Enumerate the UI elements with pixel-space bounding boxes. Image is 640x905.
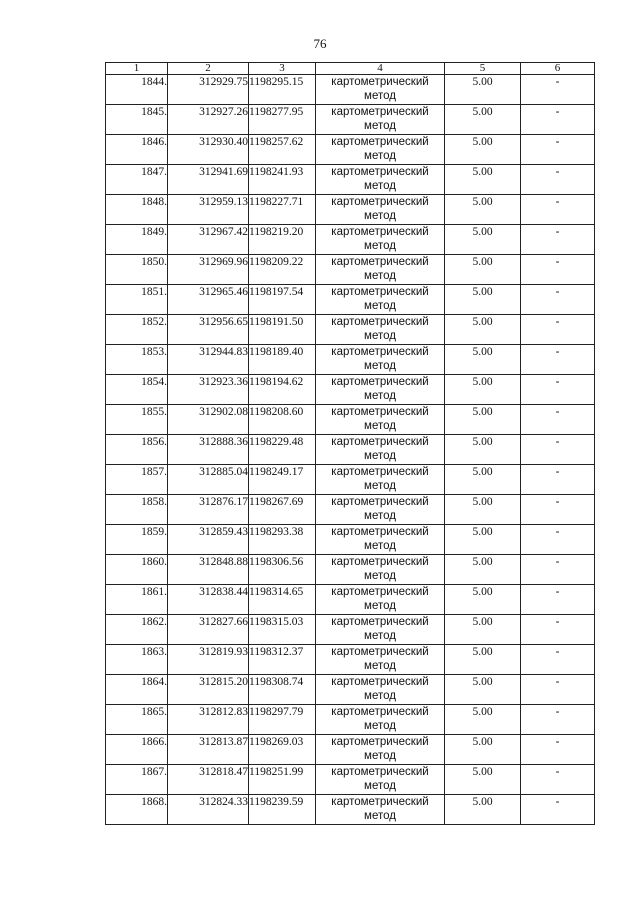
method-cell [316, 315, 445, 345]
point-number-cell: 1866. [106, 735, 168, 765]
method-cell [316, 435, 445, 465]
x-coordinate-cell: 312824.33 [168, 795, 249, 825]
note-cell: - [521, 75, 595, 105]
method-line-1: картометрический [331, 76, 429, 88]
y-coordinate-cell: 1198293.38 [249, 525, 316, 555]
point-number-cell: 1863. [106, 645, 168, 675]
accuracy-cell: 5.00 [445, 615, 521, 645]
method-line-2: метод [364, 330, 396, 342]
method-cell [316, 285, 445, 315]
table-row [106, 285, 595, 315]
method-line-1: картометрический [331, 556, 429, 568]
method-cell [316, 75, 445, 105]
method-line-2: метод [364, 120, 396, 132]
method-line-2: метод [364, 420, 396, 432]
point-number-cell: 1860. [106, 555, 168, 585]
method-cell [316, 105, 445, 135]
accuracy-cell: 5.00 [445, 345, 521, 375]
note-cell: - [521, 465, 595, 495]
y-coordinate-cell: 1198295.15 [249, 75, 316, 105]
table-row [106, 495, 595, 525]
x-coordinate-cell: 312969.96 [168, 255, 249, 285]
x-coordinate-cell: 312827.66 [168, 615, 249, 645]
table-row [106, 555, 595, 585]
method-line-1: картометрический [331, 616, 429, 628]
note-cell: - [521, 345, 595, 375]
note-cell: - [521, 795, 595, 825]
method-line-1: картометрический [331, 796, 429, 808]
y-coordinate-cell: 1198315.03 [249, 615, 316, 645]
method-line-2: метод [364, 810, 396, 822]
table-row [106, 675, 595, 705]
y-coordinate-cell: 1198306.56 [249, 555, 316, 585]
method-line-2: метод [364, 750, 396, 762]
method-line-1: картометрический [331, 676, 429, 688]
x-coordinate-cell: 312815.20 [168, 675, 249, 705]
point-number-cell: 1858. [106, 495, 168, 525]
x-coordinate-cell: 312902.08 [168, 405, 249, 435]
accuracy-cell: 5.00 [445, 435, 521, 465]
note-cell: - [521, 285, 595, 315]
y-coordinate-cell: 1198269.03 [249, 735, 316, 765]
method-cell [316, 495, 445, 525]
y-coordinate-cell: 1198257.62 [249, 135, 316, 165]
accuracy-cell: 5.00 [445, 645, 521, 675]
method-cell [316, 375, 445, 405]
note-cell: - [521, 195, 595, 225]
method-line-2: метод [364, 690, 396, 702]
x-coordinate-cell: 312813.87 [168, 735, 249, 765]
accuracy-cell: 5.00 [445, 555, 521, 585]
method-cell [316, 705, 445, 735]
note-cell: - [521, 735, 595, 765]
note-cell: - [521, 555, 595, 585]
method-line-1: картометрический [331, 436, 429, 448]
point-number-cell: 1862. [106, 615, 168, 645]
y-coordinate-cell: 1198267.69 [249, 495, 316, 525]
method-line-1: картометрический [331, 736, 429, 748]
y-coordinate-cell: 1198239.59 [249, 795, 316, 825]
method-line-2: метод [364, 270, 396, 282]
method-line-2: метод [364, 300, 396, 312]
method-cell [316, 765, 445, 795]
method-cell [316, 615, 445, 645]
x-coordinate-cell: 312838.44 [168, 585, 249, 615]
accuracy-cell: 5.00 [445, 735, 521, 765]
point-number-cell: 1857. [106, 465, 168, 495]
method-line-1: картометрический [331, 586, 429, 598]
method-line-1: картометрический [331, 376, 429, 388]
y-coordinate-cell: 1198197.54 [249, 285, 316, 315]
accuracy-cell: 5.00 [445, 585, 521, 615]
note-cell: - [521, 165, 595, 195]
method-line-1: картометрический [331, 496, 429, 508]
method-line-2: метод [364, 630, 396, 642]
accuracy-cell: 5.00 [445, 225, 521, 255]
y-coordinate-cell: 1198189.40 [249, 345, 316, 375]
x-coordinate-cell: 312885.04 [168, 465, 249, 495]
table-row [106, 255, 595, 285]
table-row [106, 315, 595, 345]
note-cell: - [521, 525, 595, 555]
note-cell: - [521, 315, 595, 345]
accuracy-cell: 5.00 [445, 375, 521, 405]
x-coordinate-cell: 312944.83 [168, 345, 249, 375]
page-number: 76 [313, 36, 327, 51]
table-row [106, 405, 595, 435]
x-coordinate-cell: 312930.40 [168, 135, 249, 165]
method-line-1: картометрический [331, 466, 429, 478]
x-coordinate-cell: 312819.93 [168, 645, 249, 675]
accuracy-cell: 5.00 [445, 315, 521, 345]
method-cell [316, 555, 445, 585]
y-coordinate-cell: 1198209.22 [249, 255, 316, 285]
y-coordinate-cell: 1198314.65 [249, 585, 316, 615]
method-cell [316, 135, 445, 165]
method-line-1: картометрический [331, 316, 429, 328]
method-cell [316, 645, 445, 675]
x-coordinate-cell: 312818.47 [168, 765, 249, 795]
note-cell: - [521, 135, 595, 165]
y-coordinate-cell: 1198249.17 [249, 465, 316, 495]
y-coordinate-cell: 1198251.99 [249, 765, 316, 795]
point-number-cell: 1853. [106, 345, 168, 375]
method-line-2: метод [364, 780, 396, 792]
table-row [106, 435, 595, 465]
method-line-1: картометрический [331, 256, 429, 268]
note-cell: - [521, 705, 595, 735]
method-line-1: картометрический [331, 166, 429, 178]
point-number-cell: 1844. [106, 75, 168, 105]
note-cell: - [521, 495, 595, 525]
method-cell [316, 735, 445, 765]
note-cell: - [521, 435, 595, 465]
method-line-2: метод [364, 600, 396, 612]
method-line-1: картометрический [331, 136, 429, 148]
method-cell [316, 165, 445, 195]
method-cell [316, 255, 445, 285]
point-number-cell: 1852. [106, 315, 168, 345]
y-coordinate-cell: 1198308.74 [249, 675, 316, 705]
point-number-cell: 1851. [106, 285, 168, 315]
accuracy-cell: 5.00 [445, 465, 521, 495]
method-line-1: картометрический [331, 766, 429, 778]
column-header: 1 [106, 63, 168, 75]
x-coordinate-cell: 312876.17 [168, 495, 249, 525]
accuracy-cell: 5.00 [445, 795, 521, 825]
point-number-cell: 1856. [106, 435, 168, 465]
table-row [106, 615, 595, 645]
coordinates-table [105, 62, 595, 825]
method-line-1: картометрический [331, 286, 429, 298]
x-coordinate-cell: 312929.75 [168, 75, 249, 105]
point-number-cell: 1855. [106, 405, 168, 435]
method-line-2: метод [364, 150, 396, 162]
note-cell: - [521, 105, 595, 135]
method-line-2: метод [364, 540, 396, 552]
table-row [106, 165, 595, 195]
column-header: 2 [168, 63, 249, 75]
table-row [106, 465, 595, 495]
x-coordinate-cell: 312859.43 [168, 525, 249, 555]
y-coordinate-cell: 1198297.79 [249, 705, 316, 735]
note-cell: - [521, 375, 595, 405]
method-line-2: метод [364, 510, 396, 522]
column-header: 4 [316, 63, 445, 75]
point-number-cell: 1850. [106, 255, 168, 285]
x-coordinate-cell: 312848.88 [168, 555, 249, 585]
method-cell [316, 225, 445, 255]
table-row [106, 795, 595, 825]
header-row [106, 63, 595, 75]
accuracy-cell: 5.00 [445, 285, 521, 315]
accuracy-cell: 5.00 [445, 135, 521, 165]
method-line-2: метод [364, 210, 396, 222]
method-line-1: картометрический [331, 526, 429, 538]
method-line-2: метод [364, 360, 396, 372]
point-number-cell: 1864. [106, 675, 168, 705]
table-row [106, 705, 595, 735]
point-number-cell: 1859. [106, 525, 168, 555]
method-cell [316, 405, 445, 435]
method-line-1: картометрический [331, 226, 429, 238]
accuracy-cell: 5.00 [445, 525, 521, 555]
table-row [106, 585, 595, 615]
method-cell [316, 795, 445, 825]
point-number-cell: 1861. [106, 585, 168, 615]
table-row [106, 765, 595, 795]
method-line-2: метод [364, 450, 396, 462]
table-row [106, 195, 595, 225]
point-number-cell: 1867. [106, 765, 168, 795]
y-coordinate-cell: 1198191.50 [249, 315, 316, 345]
method-cell [316, 345, 445, 375]
y-coordinate-cell: 1198219.20 [249, 225, 316, 255]
method-line-2: метод [364, 180, 396, 192]
accuracy-cell: 5.00 [445, 495, 521, 525]
point-number-cell: 1865. [106, 705, 168, 735]
point-number-cell: 1868. [106, 795, 168, 825]
accuracy-cell: 5.00 [445, 675, 521, 705]
x-coordinate-cell: 312941.69 [168, 165, 249, 195]
method-line-1: картометрический [331, 346, 429, 358]
x-coordinate-cell: 312923.36 [168, 375, 249, 405]
method-line-1: картометрический [331, 646, 429, 658]
column-header: 3 [249, 63, 316, 75]
table-row [106, 225, 595, 255]
accuracy-cell: 5.00 [445, 195, 521, 225]
note-cell: - [521, 585, 595, 615]
point-number-cell: 1845. [106, 105, 168, 135]
note-cell: - [521, 615, 595, 645]
method-line-2: метод [364, 570, 396, 582]
point-number-cell: 1846. [106, 135, 168, 165]
note-cell: - [521, 645, 595, 675]
y-coordinate-cell: 1198227.71 [249, 195, 316, 225]
accuracy-cell: 5.00 [445, 705, 521, 735]
table-row [106, 75, 595, 105]
column-header: 5 [445, 63, 521, 75]
method-line-2: метод [364, 90, 396, 102]
y-coordinate-cell: 1198208.60 [249, 405, 316, 435]
y-coordinate-cell: 1198241.93 [249, 165, 316, 195]
note-cell: - [521, 255, 595, 285]
method-line-2: метод [364, 390, 396, 402]
method-line-1: картометрический [331, 406, 429, 418]
method-line-2: метод [364, 240, 396, 252]
accuracy-cell: 5.00 [445, 765, 521, 795]
method-line-2: метод [364, 720, 396, 732]
method-line-1: картометрический [331, 196, 429, 208]
method-line-1: картометрический [331, 706, 429, 718]
point-number-cell: 1847. [106, 165, 168, 195]
x-coordinate-cell: 312888.36 [168, 435, 249, 465]
table-row [106, 375, 595, 405]
table-row [106, 105, 595, 135]
method-line-2: метод [364, 660, 396, 672]
table-row [106, 735, 595, 765]
accuracy-cell: 5.00 [445, 105, 521, 135]
note-cell: - [521, 225, 595, 255]
accuracy-cell: 5.00 [445, 255, 521, 285]
method-cell [316, 465, 445, 495]
method-cell [316, 675, 445, 705]
table-row [106, 135, 595, 165]
x-coordinate-cell: 312967.42 [168, 225, 249, 255]
x-coordinate-cell: 312812.83 [168, 705, 249, 735]
y-coordinate-cell: 1198229.48 [249, 435, 316, 465]
x-coordinate-cell: 312956.65 [168, 315, 249, 345]
table-row [106, 645, 595, 675]
accuracy-cell: 5.00 [445, 75, 521, 105]
method-line-2: метод [364, 480, 396, 492]
table-body [106, 75, 595, 825]
method-cell [316, 585, 445, 615]
x-coordinate-cell: 312927.26 [168, 105, 249, 135]
accuracy-cell: 5.00 [445, 165, 521, 195]
table-row [106, 345, 595, 375]
note-cell: - [521, 765, 595, 795]
note-cell: - [521, 405, 595, 435]
y-coordinate-cell: 1198194.62 [249, 375, 316, 405]
point-number-cell: 1848. [106, 195, 168, 225]
method-line-1: картометрический [331, 106, 429, 118]
y-coordinate-cell: 1198277.95 [249, 105, 316, 135]
y-coordinate-cell: 1198312.37 [249, 645, 316, 675]
column-header: 6 [521, 63, 595, 75]
method-cell [316, 525, 445, 555]
method-cell [316, 195, 445, 225]
note-cell: - [521, 675, 595, 705]
x-coordinate-cell: 312959.13 [168, 195, 249, 225]
accuracy-cell: 5.00 [445, 405, 521, 435]
point-number-cell: 1849. [106, 225, 168, 255]
table-row [106, 525, 595, 555]
x-coordinate-cell: 312965.46 [168, 285, 249, 315]
point-number-cell: 1854. [106, 375, 168, 405]
